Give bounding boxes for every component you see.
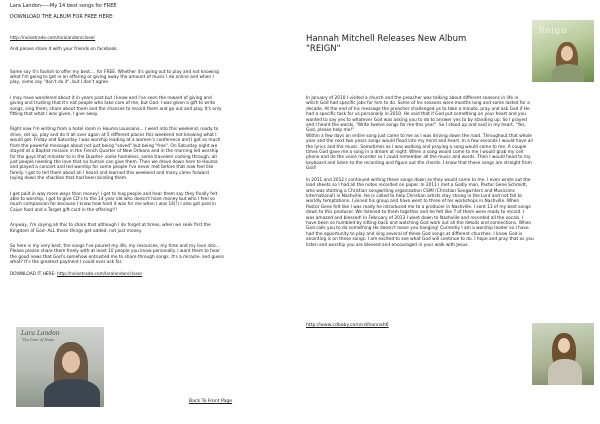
noisetrade-link[interactable]: http://noisetrade.com/laralandon/closer [10, 35, 96, 41]
paragraph-1: Some say it's foolish to offer my best.... for FREE. Whether it's going out to play and not knowing what I'm going to get in an offering or giving away the amount of music I do online and when I play, some say "don't do it", but I don't agree. [10, 69, 219, 86]
back-to-front-page-link[interactable]: Back To Front Page [189, 399, 233, 404]
lara-landon-album-cover[interactable] [16, 327, 104, 407]
cover-album-title: The Door of Hope [22, 338, 55, 342]
article-title: Hannah Mitchell Releases New Album "REIGN" [306, 34, 467, 54]
download-it-label: DOWNLOAD IT HERE: [10, 271, 56, 277]
cover-reign-word: Reign [538, 26, 568, 36]
article-header: Lara Landon-----My 14 best songs for FREE [10, 3, 117, 9]
paragraph-6: So here is my very best, the songs I've poured my life, my resources, my time and my love into... Please please share them freely with at least 10 people you know personally. I want them to hear the good news that God's somehow entrusted me to share through songs. It's a miracle- and guess what? It's the greatest payment I could ever ask for. [10, 243, 225, 266]
download-it-line [10, 272, 276, 277]
paragraph-3: Right now I'm writing from a hotel room in Houma Louisiana... I went into this weekend, ready to drive, set up, play and do it all over again at 5 different places this weekend not knowing what I would get. Friday and Saturday I was worship leading at a women's conference and I got so much from the powerful message about not just being "saved" but being "free". On Saturday night we stayed at a Baptist mission in the French Quarter of New Orleans and in the morning led worship for the guys that minister to in the Quarter- some homeless, some travelers coming through, all just people needing the love that no human can give them. Then we drove down here to Houma and played a concert and led worship for some people I've never met before that now feel like family. I got to tell them about all I heard and learned this weekend and many came forward laying down the shackles that had been binding them. [10, 127, 221, 182]
hannah-mitchell-article [306, 0, 590, 424]
paragraph-1: In January of 2010 I visited a church and the preacher was talking about different seasons in life in which God had specific jobs for him to do. Some of his seasons were months long and some lasted for a decade. At the end of his message the preacher challenged us to take a minute, pray and ask God if He had a specific task for us personally in 2010. He said that if God put something on your heart and you wanted to say yes to whatever God was asking you to do to answer yes to by standing up. So I prayed and I heard the words, "Write twelve songs for me this year". So I stood up and said in my heart, "Yes, God, please help me!" Within a few days an entire song just came to me as I was driving down the road. Throughout that whole year and the next two years songs would flood into my mind and heart. In a few seconds I would have all the lyrics and the music. Sometimes as I was walking and praying a song would come to me. A couple times God gave me a song in a dream at night. When a song would come to me I would grab my cell phone and do the voice recorder so I could remember all the music and words. Then I would head to my keyboard and listen to the recording and figure out the chords. I know that these songs are straight from God! [306, 96, 533, 172]
paragraph-4: I get paid in way more ways than money! I get to hug people and hear them say they finally felt able to worship, I got to give CD's to the 14 year old who doesn't have money but who I feel so much compassion for because I know how hard it was for me when I was 14(!) I also got paid in Cajun food and a Target gift card in the offering!!! [10, 191, 218, 213]
paragraph-2: In 2011 and 2012 I continued writing these songs down as they would come to me. I even wrote out the lead sheets so I had all the notes recorded on paper. In 2011 I met a Godly man, Pastor Gene Schmidt, who was starting a Christian songwriting organization CSMI (Christian Songwriters and Musicians International) in Nashville. He is called to help Christian artists stay strong in the Lord and not fall to worldly temptations. I joined his group and have went to three of his workshops in Nashville. When Pastor Gene felt like I was ready he introduced me to a producer in Nashville. I sent 13 of my best songs down to this producer. We listened to them together and he felt like 7 of them were ready to record. I was amazed and blessed! In February of 2013 I went down to Nashville and recorded all the vocals. I have been so humbled by sitting back and watching God work out all the details and connections. When God calls you to do something He doesn't leave you hanging! Currently I am a worship leader so I have had the opportunity to play and sing several of these God songs at different churches. I know God is anointing is on these songs. I am excited to see what God will continue to do. I hope and pray that as you listen and worship you are blessed and encouraged in your walk with Jesus. [306, 177, 534, 248]
hannah-mitchell-photo[interactable] [532, 323, 594, 385]
reign-album-cover[interactable] [532, 20, 594, 82]
article-body [306, 96, 590, 248]
paragraph-5: Anyway, I'm saying all this to share that although I do forget at times, when we seek first the Kingdom of God- ALL these things get added, not just money. [10, 223, 211, 234]
lara-landon-article [10, 4, 276, 277]
download-title: DOWNLOAD THE ALBUM FOR FREE HERE: [10, 14, 114, 21]
paragraph-2: I may have wondered about it in years past but I know and I've seen the reward of giving and giving and trusting that it's not people who take care of me, but God. I was given a gift to write songs, sing them, share about them and the chances to record them and go out and play. It's only fitting that what I was given, I give away. [10, 95, 222, 118]
download-it-link[interactable]: http://noisetrade.com/laralandon/closer [57, 271, 143, 277]
cover-artist-name: Lara Landon [21, 330, 60, 337]
cdbaby-link[interactable]: http://www.cdbaby.com/cd/hannah6 [306, 323, 389, 328]
share-note: And please share it with your friends on facebook. [10, 47, 119, 53]
